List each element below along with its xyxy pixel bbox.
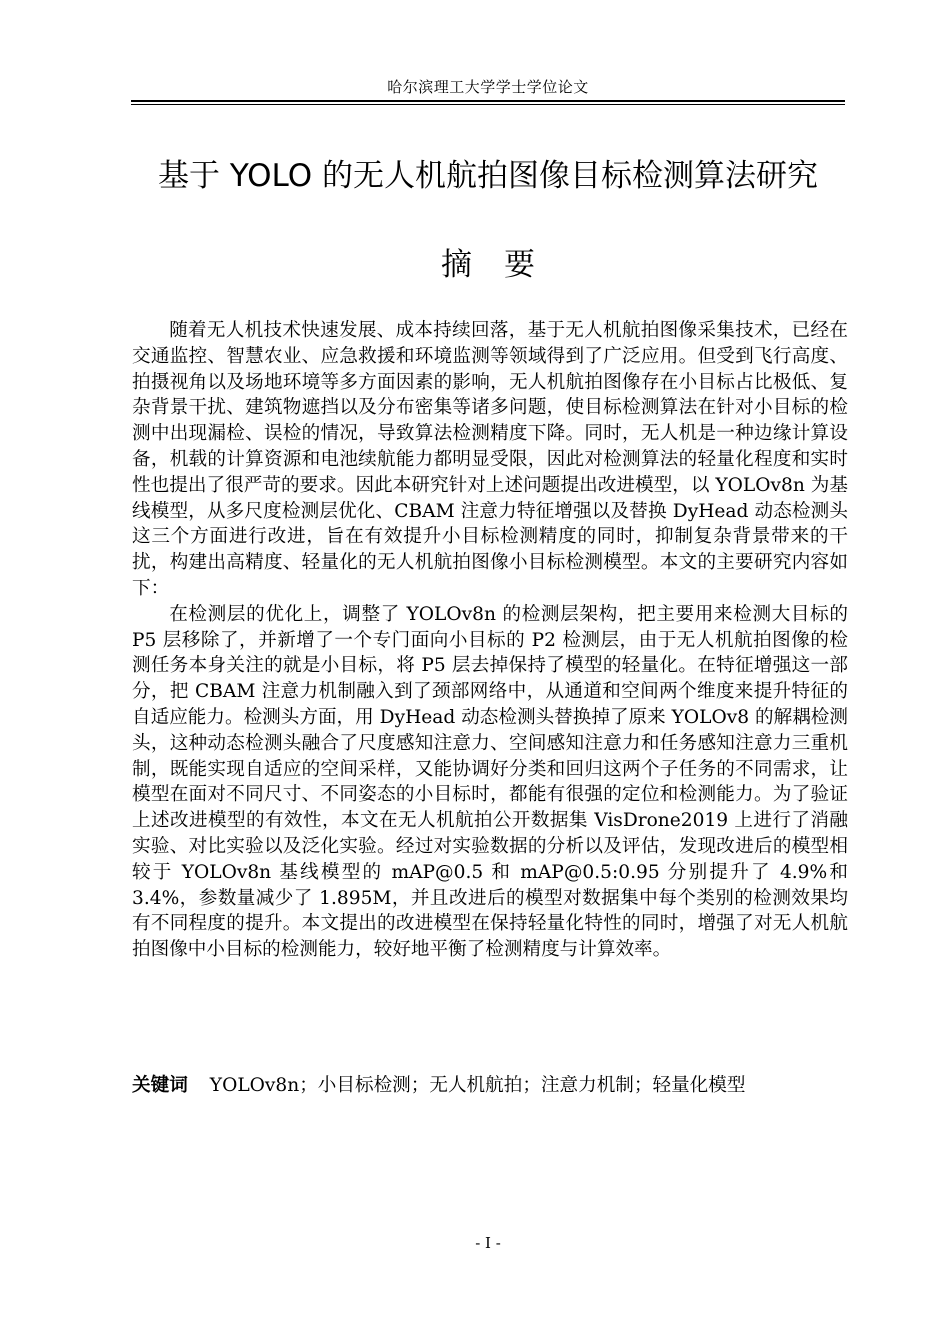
thesis-title: 基于 YOLO 的无人机航拍图像目标检测算法研究 — [158, 158, 818, 194]
keywords-text: YOLOv8n；小目标检测；无人机航拍；注意力机制；轻量化模型 — [209, 1075, 746, 1096]
abstract-heading: 摘要 — [441, 247, 567, 283]
keywords-label: 关键词 — [132, 1075, 188, 1096]
page-number: - I - — [475, 1234, 501, 1252]
running-header: 哈尔滨理工大学学士学位论文 — [387, 78, 589, 96]
header-rule — [131, 100, 845, 105]
keywords — [132, 1073, 848, 1099]
abstract-body — [132, 318, 848, 963]
abstract-paragraph: 随着无人机技术快速发展、成本持续回落，基于无人机航拍图像采集技术，已经在交通监控、智慧农业、应急救援和环境监测等领域得到了广泛应用。但受到飞行高度、拍摄视角以及场地环境等多方面因素的影响，无人机航拍图像存在小目标占比极低、复杂背景干扰、建筑物遮挡以及分布密集等诸多问题，使目标检测算法在针对小目标的检测中出现漏检、误检的情况，导致算法检测精度下降。同时，无人机是一种边缘计算设备，机载的计算资源和电池续航能力都明显受限，因此对检测算法的轻量化程度和实时性也提出了很严苛的要求。因此本研究针对上述问题提出改进模型，以 YOLOv8n 为基线模型，从多尺度检测层优化、CBAM 注意力特征增强以及替换 DyHead 动态检测头这三个方面进行改进，旨在有效提升小目标检测精度的同时，抑制复杂背景带来的干扰，构建出高精度、轻量化的无人机航拍图像小目标检测模型。本文的主要研究内容如下： — [132, 320, 848, 599]
abstract-paragraph: 在检测层的优化上，调整了 YOLOv8n 的检测层架构，把主要用来检测大目标的 P5 层移除了，并新增了一个专门面向小目标的 P2 检测层，由于无人机航拍图像的检测任务本身关注的就是小目标，将 P5 层去掉保持了模型的轻量化。在特征增强这一部分，把 CBAM 注意力机制融入到了颈部网络中，从通道和空间两个维度来提升特征的自适应能力。检测头方面，用 DyHead 动态检测头替换掉了原来 YOLOv8 的解耦检测头，这种动态检测头融合了尺度感知注意力、空间感知注意力和任务感知注意力三重机制，既能实现自适应的空间采样，又能协调好分类和回归这两个子任务的不同需求，让模型在面对不同尺寸、不同姿态的小目标时，都能有很强的定位和检测能力。为了验证上述改进模型的有效性，本文在无人机航拍公开数据集 VisDrone2019 上进行了消融实验、对比实验以及泛化实验。经过对实验数据的分析以及评估，发现改进后的模型相较于 YOLOv8n 基线模型的 mAP@0.5 和 mAP@0.5:0.95 分别提升了 4.9%和 3.4%，参数量减少了 1.895M，并且改进后的模型对数据集中每个类别的检测效果均有不同程度的提升。本文提出的改进模型在保持轻量化特性的同时，增强了对无人机航拍图像中小目标的检测能力，较好地平衡了检测精度与计算效率。 — [132, 603, 848, 961]
